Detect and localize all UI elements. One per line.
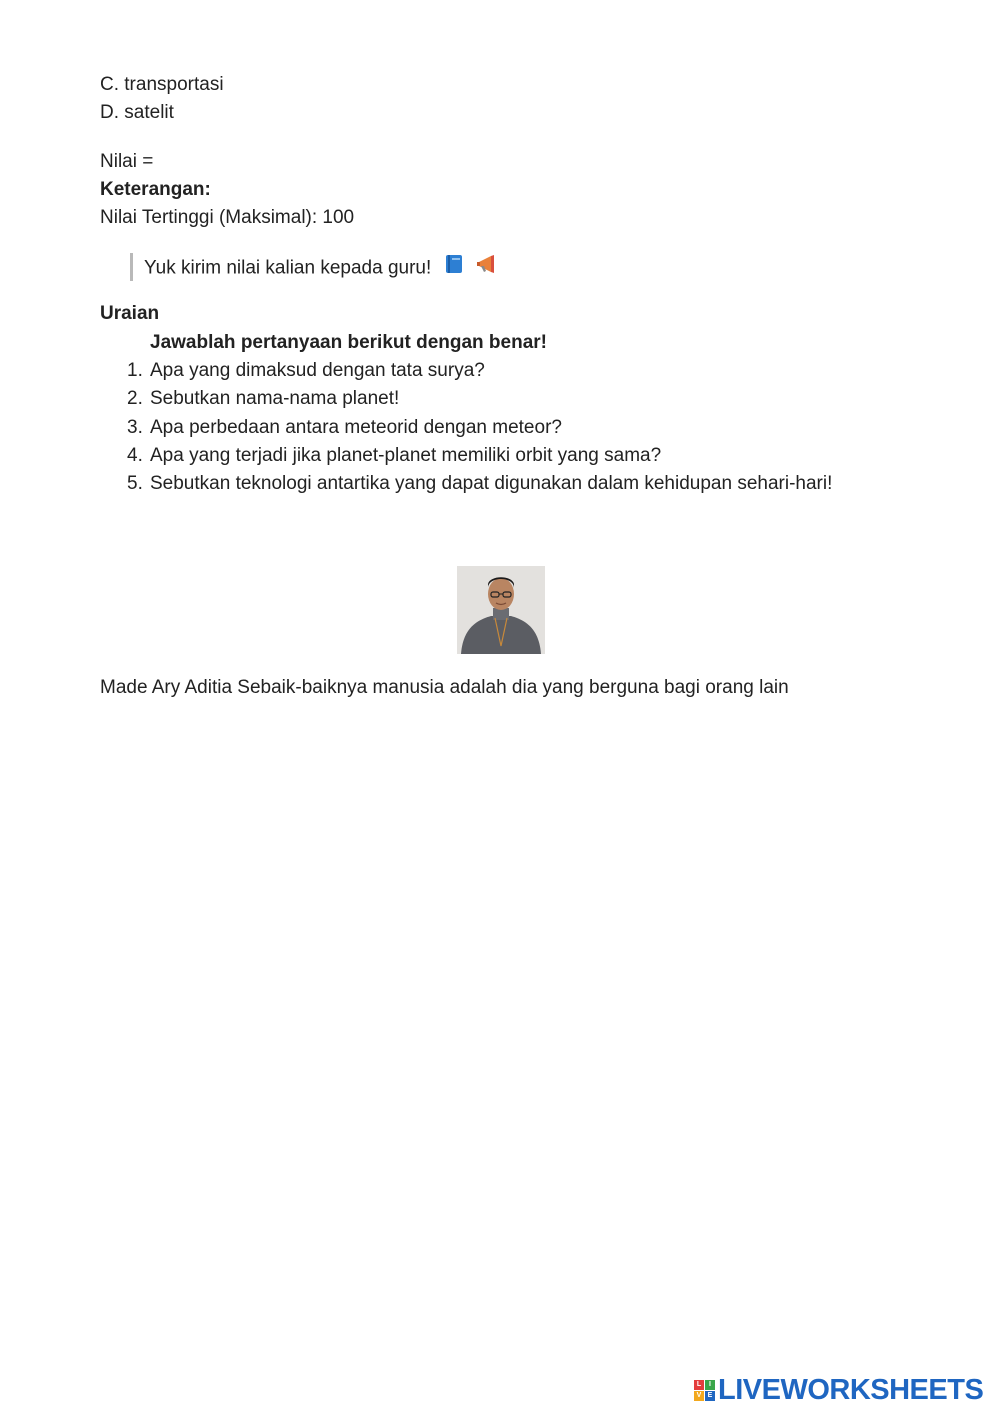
question-number: 3.	[127, 416, 143, 438]
logo-mark	[694, 1380, 715, 1401]
logo-letter: E	[705, 1391, 715, 1401]
author-caption: Made Ary Aditia Sebaik-baiknya manusia adalah dia yang berguna bagi orang lain	[100, 677, 789, 698]
list-item	[100, 414, 832, 442]
question-number: 4.	[127, 444, 143, 466]
note-quote	[130, 253, 500, 281]
question-text: Sebutkan teknologi antartika yang dapat digunakan dalam kehidupan sehari-hari!	[150, 473, 833, 495]
score-label: Nilai =	[100, 151, 154, 172]
option-d: D. satelit	[100, 102, 174, 123]
note-text: Yuk kirim nilai kalian kepada guru!	[144, 257, 432, 279]
question-number: 1.	[127, 360, 143, 381]
question-text: Apa yang terjadi jika planet-planet memiliki orbit yang sama?	[150, 444, 662, 466]
question-text: Apa yang dimaksud dengan tata surya?	[150, 360, 485, 381]
max-score-text: Nilai Tertinggi (Maksimal): 100	[100, 207, 355, 228]
author-photo	[457, 566, 545, 654]
list-item	[100, 357, 832, 385]
essay-heading: Uraian	[100, 303, 160, 324]
question-number: 5.	[127, 473, 143, 495]
list-item	[100, 442, 832, 470]
remarks-label: Keterangan:	[100, 179, 211, 200]
question-text: Apa perbedaan antara meteorid dengan meteor?	[150, 416, 562, 438]
megaphone-icon	[476, 253, 500, 284]
blue-book-icon	[443, 253, 465, 284]
question-list	[100, 357, 832, 498]
liveworksheets-logo	[694, 1375, 983, 1405]
logo-letter: I	[705, 1380, 715, 1390]
brand-name: LIVEWORKSHEETS	[718, 1373, 984, 1406]
list-item	[100, 385, 832, 413]
list-item	[100, 470, 832, 498]
question-text: Sebutkan nama-nama planet!	[150, 388, 400, 410]
option-c: C. transportasi	[100, 74, 224, 95]
logo-letter: L	[694, 1380, 704, 1390]
logo-letter: V	[694, 1391, 704, 1401]
question-number: 2.	[127, 388, 143, 410]
essay-instruction: Jawablah pertanyaan berikut dengan benar!	[150, 332, 547, 353]
